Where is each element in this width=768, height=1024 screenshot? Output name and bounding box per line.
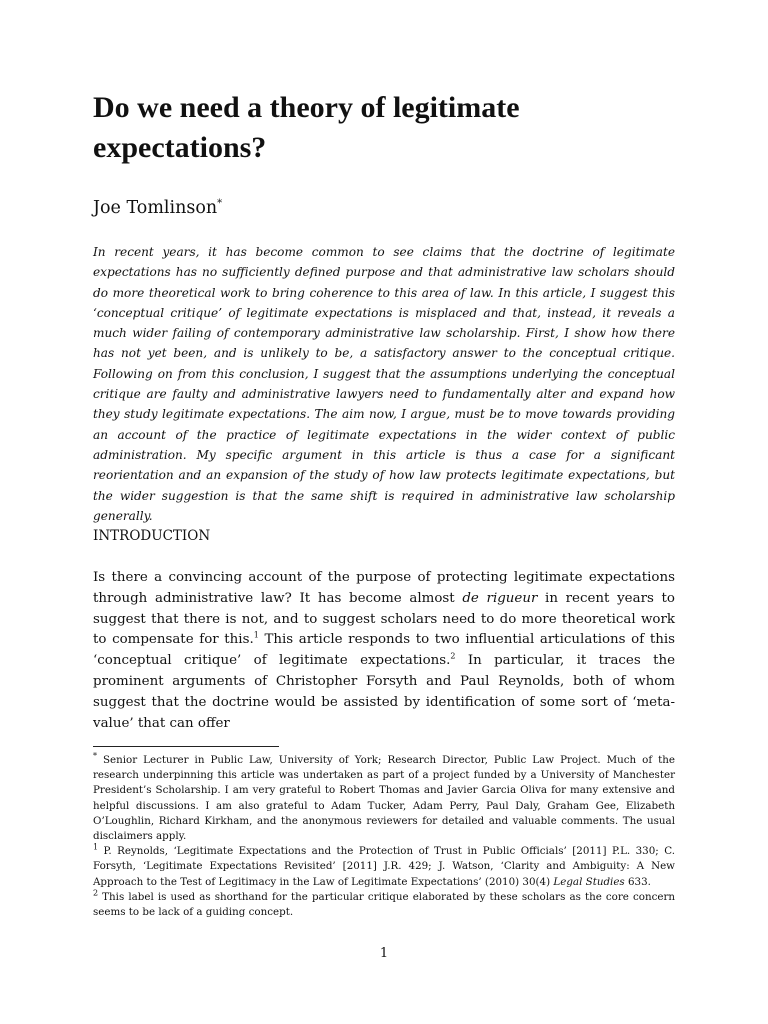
body-paragraph [93, 568, 675, 734]
article-title: Do we need a theory of legitimate expectations? [93, 91, 520, 164]
footnote-italic-journal: Legal Studies [553, 875, 625, 888]
footnote-marker: 1 [93, 842, 99, 852]
body-text: In particular, it traces the prominent arguments of Christopher Forsyth and Paul Reynolds, both of whom suggest that the doctrine would be assisted by identification of some sort of ‘meta-value’ that can offer [93, 653, 675, 731]
footnote-2 [93, 890, 675, 920]
footnote-text: Senior Lecturer in Public Law, University of York; Research Director, Public Law Project. Much of the research underpinning this article was undertaken as part of a project funded by a University of Manchester President’s Scholarship. I am very grateful to Robert Thomas and Javier Garcia Oliva for many extensive and helpful discussions. I am also grateful to Adam Tucker, Adam Perry, Paul Daly, Graham Gee, Elizabeth O’Loughlin, Richard Kirkham, and the anonymous reviewers for detailed and valuable comments. The usual disclaimers apply. [93, 754, 675, 843]
body-italic-phrase: de rigueur [462, 590, 538, 606]
footnote-marker: * [93, 751, 97, 761]
author-line [93, 196, 222, 220]
section-heading-introduction: INTRODUCTION [93, 528, 211, 544]
footnote-marker: 2 [93, 888, 99, 898]
footnote-star [93, 753, 675, 844]
author-name: Joe Tomlinson [93, 198, 218, 218]
footnote-ref-2[interactable]: 2 [450, 651, 456, 661]
author-footnote-marker[interactable]: * [217, 198, 223, 210]
footnotes [93, 753, 675, 920]
body-text: in recent years to suggest that there is not, and to suggest scholars need to do more theoretical work to compensate for this. [93, 590, 675, 648]
footnote-text: This label is used as shorthand for the particular critique elaborated by these scholars as the core concern seems to be lack of a guiding concept. [93, 890, 675, 919]
footnote-divider [93, 746, 279, 747]
abstract: In recent years, it has become common to see claims that the doctrine of legitimate expectations has no sufficiently defined purpose and that administrative law scholars should do more theoretical work to bring coherence to this area of law. In this article, I suggest this ‘conceptual critique’ of legitimate expectations is misplaced and that, instead, it reveals a much wider failing of contemporary administrative law scholarship. First, I show how there has not yet been, and is unlikely to be, a satisfactory answer to the conceptual critique. Following on from this conclusion, I suggest that the assumptions underlying the conceptual critique are faulty and administrative lawyers need to fundamentally alter and expand how they study legitimate expectations. The aim now, I argue, must be to move towards providing an account of the practice of legitimate expectations in the wider context of public administration. My specific argument in this article is thus a case for a significant reorientation and an expansion of the study of how law protects legitimate expectations, but the wider suggestion is that the same shift is required in administrative law scholarship generally. [93, 245, 675, 523]
footnote-ref-1[interactable]: 1 [253, 630, 259, 640]
body-text: Is there a convincing account of the purpose of protecting legitimate expectations through administrative law? It has become almost [93, 570, 675, 606]
body-text: This article responds to two influential articulations of this ‘conceptual critique’ of legitimate expectations. [93, 632, 675, 669]
footnote-1 [93, 844, 675, 890]
page-number: 1 [379, 946, 389, 961]
footnote-text: P. Reynolds, ‘Legitimate Expectations and the Protection of Trust in Public Officials’ [2011] P.L. 330; C. Forsyth, ‘Legitimate Expectations Revisited’ [2011] J.R. 429; J. Watson, ‘Clarity and Ambiguity: A New Approach to the Test of Legitimacy in the Law of Legitimate Expectations’ (2010) 30(4) [93, 845, 675, 888]
footnote-text: 633. [624, 875, 651, 888]
